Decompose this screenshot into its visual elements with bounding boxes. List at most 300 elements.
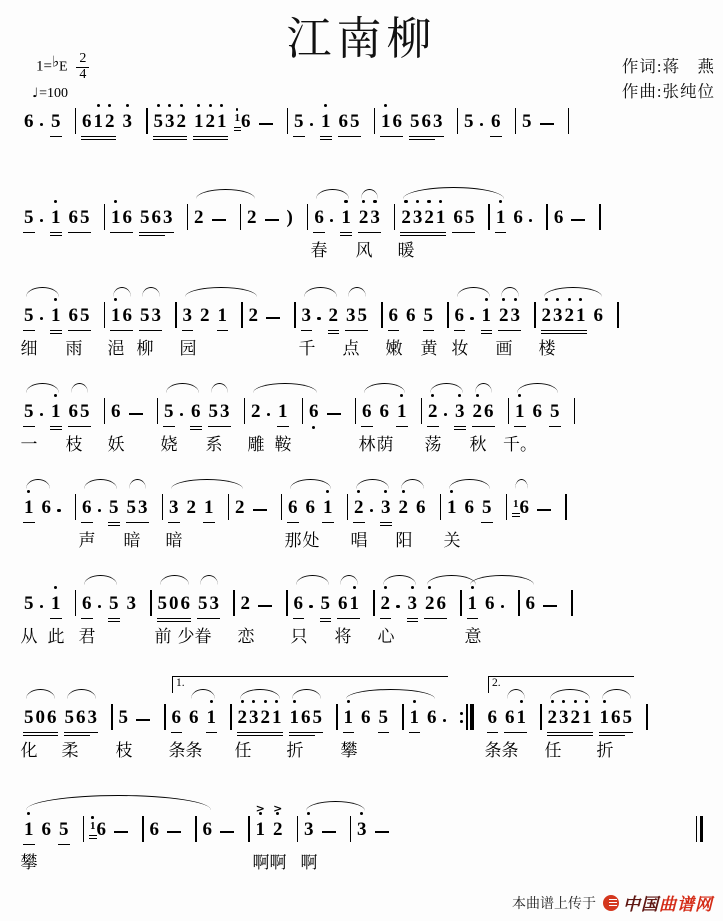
slur-arc	[129, 479, 146, 489]
dash-extension	[220, 831, 234, 842]
barline	[355, 398, 357, 424]
dash-extension	[537, 509, 551, 520]
note: 3	[165, 110, 175, 134]
lyric-syllable: 暗	[123, 531, 141, 550]
quarter-note-icon: ♩	[32, 86, 39, 101]
barline	[294, 302, 296, 328]
note: 6	[123, 206, 133, 230]
note: 1	[482, 304, 492, 328]
barline	[540, 704, 542, 730]
barline	[617, 302, 619, 328]
slur-arc	[501, 287, 519, 297]
note: 3	[126, 593, 136, 614]
note: 6	[338, 592, 348, 616]
lyric-syllable: 点	[342, 339, 360, 358]
lyric-syllable: 嫩	[385, 339, 403, 358]
music-system-4	[20, 394, 711, 454]
lyric-syllable: 啊	[300, 853, 318, 872]
barline	[347, 494, 349, 520]
note: 3	[553, 304, 563, 328]
note: 3	[220, 400, 230, 424]
lyric-syllable: 条	[168, 741, 186, 760]
music-system-7	[20, 677, 711, 760]
time-signature-numerator: 2	[76, 52, 89, 68]
note: 2	[399, 496, 409, 520]
slur-arc	[166, 383, 199, 393]
barline	[286, 590, 288, 616]
barline	[515, 108, 517, 134]
note: 1	[204, 496, 214, 520]
augmentation-dot	[42, 219, 44, 231]
barline	[146, 108, 148, 134]
slur-arc	[26, 795, 211, 810]
barline	[574, 398, 576, 424]
note: 1	[397, 400, 407, 424]
dash-extension	[322, 831, 336, 842]
note: 3	[357, 818, 367, 842]
barline	[150, 590, 152, 616]
augmentation-dot	[503, 605, 505, 617]
dash-extension	[212, 219, 226, 230]
phrase-paren: )	[286, 207, 293, 228]
lyric-syllable: 恋	[237, 627, 255, 646]
barline	[421, 398, 423, 424]
note: 6	[314, 206, 324, 230]
lyric-syllable: 柔	[61, 741, 79, 760]
note: 5	[109, 496, 119, 520]
note: 2	[428, 400, 438, 424]
note: 5	[158, 592, 168, 616]
slur-arc	[185, 287, 257, 297]
lyric-syllable: 化	[20, 741, 38, 760]
note: 1	[576, 304, 586, 328]
note: 2	[186, 497, 196, 518]
lyric-syllable: 一	[20, 435, 38, 454]
key-prefix: 1=	[36, 58, 52, 75]
composer-credit: 作曲:张纯位	[621, 82, 715, 101]
note: 6	[47, 706, 57, 730]
note: 1	[321, 110, 331, 134]
accent-mark: >	[273, 802, 283, 815]
barline	[75, 494, 77, 520]
barline	[402, 704, 404, 730]
barline	[599, 204, 601, 230]
note: 5	[482, 496, 492, 520]
lyric-syllable: 少	[177, 627, 195, 646]
slur-arc	[84, 479, 117, 489]
note: 5	[51, 110, 61, 134]
note: 1	[278, 400, 288, 424]
note: 1	[323, 496, 333, 520]
note: 3	[210, 592, 220, 616]
lyric-syllable: 攀	[20, 853, 38, 872]
slur-arc	[316, 189, 349, 199]
lyric-syllable: 黄	[420, 339, 438, 358]
note: 2	[425, 592, 435, 616]
augmentation-dot	[182, 413, 184, 425]
note: 6	[437, 592, 447, 616]
note: 6	[294, 592, 304, 616]
note: 2	[329, 304, 339, 328]
lyric-syllable: 阳	[395, 531, 413, 550]
slur-arc	[67, 689, 96, 699]
note: 6	[82, 592, 92, 616]
slur-arc	[340, 575, 358, 585]
note: 1	[341, 206, 351, 230]
barline	[447, 302, 449, 328]
time-signature-denominator: 4	[79, 66, 87, 82]
accent-mark: >	[255, 802, 265, 815]
note: 1	[600, 706, 610, 730]
dash-extension	[129, 413, 143, 424]
slur-arc	[401, 479, 424, 489]
note: 5	[80, 206, 90, 230]
note: 6	[305, 497, 315, 518]
lyric-syllable: 浥	[107, 339, 125, 358]
barline	[164, 704, 166, 730]
note: 1	[344, 706, 354, 730]
augmentation-dot	[398, 605, 400, 617]
repeat-barline	[454, 704, 480, 730]
slur-arc	[403, 187, 504, 199]
slur-arc	[26, 479, 50, 489]
note: 6	[427, 707, 437, 728]
slur-arc	[200, 575, 218, 585]
barline	[233, 590, 235, 616]
flat-icon: ♭	[51, 52, 60, 71]
music-system-6	[20, 586, 711, 646]
note: 1	[235, 112, 241, 125]
dash-extension	[543, 605, 557, 616]
note: 1	[24, 818, 34, 842]
note: 1	[381, 110, 391, 134]
barline	[374, 108, 376, 134]
lyric-syllable: 条	[501, 741, 519, 760]
lyric-syllable: 心	[377, 627, 395, 646]
lyric-syllable: 前	[154, 627, 172, 646]
augmentation-dot	[472, 317, 474, 329]
note: 5	[164, 400, 174, 424]
slur-arc	[26, 689, 55, 699]
note: 6	[416, 497, 426, 518]
music-system-5	[24, 490, 711, 550]
note: 3	[183, 304, 193, 328]
augmentation-dot	[59, 509, 61, 521]
note: 5	[154, 110, 164, 134]
note: 1	[51, 304, 61, 328]
slur-arc	[304, 287, 337, 297]
dash-extension	[167, 831, 181, 842]
note: 3	[138, 496, 148, 520]
barline	[518, 590, 520, 616]
note: 5	[350, 110, 360, 134]
note: 2	[542, 304, 552, 328]
note: 5	[294, 110, 304, 134]
lyric-syllable: 意	[464, 627, 482, 646]
barline	[297, 816, 299, 842]
note: 6	[69, 400, 79, 424]
note: 6	[455, 304, 465, 328]
lyric-syllable: 处	[302, 531, 320, 550]
barline	[157, 398, 159, 424]
lyric-syllable: 只	[290, 627, 308, 646]
note: 3	[455, 400, 465, 424]
barline	[244, 398, 246, 424]
note: 5	[464, 111, 474, 132]
slur-arc	[306, 801, 365, 811]
note: 6	[525, 593, 535, 614]
note: 6	[82, 110, 92, 134]
notation-row	[20, 394, 711, 454]
note: 1	[90, 820, 96, 833]
barline	[104, 398, 106, 424]
lyric-syllable: 枝	[65, 435, 83, 454]
note: 2	[251, 401, 261, 422]
note: 6	[309, 400, 319, 424]
lyric-syllable: 雕	[247, 435, 265, 454]
slur-arc	[475, 383, 492, 393]
augmentation-dot	[446, 413, 448, 425]
note: 2	[424, 206, 434, 230]
note: 6	[453, 206, 463, 230]
lyric-syllable: 荡	[424, 435, 442, 454]
lyric-syllable: 楼	[538, 339, 556, 358]
note: 3	[302, 304, 312, 328]
note: 3	[413, 206, 423, 230]
slur-arc	[211, 383, 228, 393]
barline	[75, 590, 77, 616]
barline	[248, 816, 250, 842]
slur-arc	[71, 383, 88, 393]
augmentation-dot	[312, 123, 314, 135]
barline	[302, 398, 304, 424]
note: 5	[209, 400, 219, 424]
lyric-syllable: 条	[484, 741, 502, 760]
lyric-syllable: 声	[78, 531, 96, 550]
note: 6	[41, 497, 51, 518]
note: 6	[488, 706, 498, 730]
note: 5	[424, 304, 434, 328]
note: 1	[111, 206, 121, 230]
lyric-syllable: 鞍	[274, 435, 292, 454]
upload-note: 本曲谱上传于	[512, 896, 596, 912]
slur-arc	[515, 479, 528, 489]
song-title: 江南柳	[286, 14, 437, 64]
barline	[162, 494, 164, 520]
note: 3	[346, 304, 356, 328]
barline	[230, 704, 232, 730]
note: 6	[172, 706, 182, 730]
barline	[104, 302, 106, 328]
augmentation-dot	[445, 719, 447, 731]
slur-arc	[253, 383, 317, 393]
note: 1 >	[255, 802, 265, 840]
augmentation-dot	[482, 123, 484, 135]
note: 2	[548, 706, 558, 730]
note: 5	[522, 111, 532, 132]
lyric-syllable: 君	[78, 627, 96, 646]
lyric-syllable: 秋	[469, 435, 487, 454]
note: 3	[559, 706, 569, 730]
note: 1	[207, 706, 217, 730]
lyric-syllable: 林	[358, 435, 376, 454]
note: 3	[249, 706, 259, 730]
slur-arc	[26, 383, 59, 393]
lyric-syllable: 攀	[340, 741, 358, 760]
notation-row	[20, 298, 711, 358]
barline	[457, 108, 459, 134]
augmentation-dot	[531, 219, 533, 231]
site-brand-rest: 曲谱网	[659, 895, 713, 914]
note: 6	[69, 206, 79, 230]
barline	[373, 590, 375, 616]
barline	[460, 590, 462, 616]
note: 1	[436, 206, 446, 230]
slur-arc	[142, 287, 160, 297]
note: 2	[240, 593, 250, 614]
slur-arc	[113, 287, 131, 297]
barline	[488, 204, 490, 230]
barline	[241, 302, 243, 328]
note: 3	[408, 592, 418, 616]
lyric-syllable: 娆	[160, 435, 178, 454]
augmentation-dot	[100, 509, 102, 521]
music-system-8	[20, 802, 711, 872]
note: 6	[393, 110, 403, 134]
note: 1	[468, 592, 478, 616]
lyric-syllable: 眷	[194, 627, 212, 646]
barline	[381, 302, 383, 328]
barline	[508, 398, 510, 424]
music-system-2	[24, 200, 711, 260]
barline	[571, 590, 573, 616]
note: 6	[389, 304, 399, 328]
notation-row	[24, 200, 711, 260]
note: 1	[51, 400, 61, 424]
barline	[568, 108, 570, 134]
barline	[142, 816, 144, 842]
lyric-syllable: 枝	[115, 741, 133, 760]
barline	[350, 816, 352, 842]
augmentation-dot	[311, 605, 313, 617]
barline	[111, 704, 113, 730]
barline	[307, 204, 309, 230]
slur-arc	[383, 575, 416, 585]
note: 5	[550, 400, 560, 424]
lyric-syllable: 暗	[165, 531, 183, 550]
augmentation-dot	[269, 413, 271, 425]
tempo-value: =100	[39, 86, 69, 101]
note: 1	[272, 706, 282, 730]
note: 5	[24, 400, 34, 424]
dash-extension	[571, 219, 585, 230]
note: 6	[241, 111, 251, 132]
slur-arc	[356, 479, 389, 489]
note: 6	[96, 819, 106, 840]
barline	[565, 494, 567, 520]
lyric-syllable: 荫	[376, 435, 394, 454]
slur-arc	[171, 479, 243, 489]
slur-arc	[430, 383, 463, 393]
note: 2	[359, 206, 369, 230]
augmentation-dot	[42, 123, 44, 135]
note: 1	[517, 706, 527, 730]
dash-extension	[259, 123, 273, 134]
barline	[506, 494, 508, 520]
note: 2	[473, 400, 483, 424]
notation-row	[20, 586, 711, 646]
note: 6	[181, 592, 191, 616]
note: 3	[152, 304, 162, 328]
note: 1	[218, 304, 228, 328]
slur-arc	[364, 383, 405, 393]
note: 6	[82, 496, 92, 520]
slur-arc	[348, 287, 366, 297]
lyric-syllable: 此	[47, 627, 65, 646]
lyric-syllable: 任	[544, 741, 562, 760]
note: 5	[410, 110, 420, 134]
note: 6	[532, 401, 542, 422]
note: 6	[513, 207, 523, 228]
lyric-syllable: 妖	[107, 435, 125, 454]
slur-arc	[470, 575, 534, 585]
key-letter: E	[59, 59, 68, 75]
note: 2 >	[273, 802, 283, 840]
lyric-syllable: 唱	[350, 531, 368, 550]
note: 6	[149, 819, 159, 840]
slur-arc	[160, 575, 189, 585]
note: 6	[288, 496, 298, 520]
note: 6	[611, 706, 621, 730]
note: 6	[519, 497, 529, 518]
barline	[281, 494, 283, 520]
note: 2	[354, 496, 364, 520]
note: 2	[177, 110, 187, 134]
barline	[440, 494, 442, 520]
barline	[187, 204, 189, 230]
dash-extension	[258, 605, 272, 616]
note: 2	[235, 497, 245, 518]
note: 1	[194, 110, 204, 134]
barline	[175, 302, 177, 328]
notation-row	[24, 104, 711, 134]
augmentation-dot	[42, 605, 44, 617]
dash-extension	[114, 831, 128, 842]
lyric-syllable: 千。	[503, 435, 537, 454]
augmentation-dot	[42, 413, 44, 425]
barline	[195, 816, 197, 842]
note: 1	[496, 206, 506, 230]
barline	[546, 204, 548, 230]
augmentation-dot	[332, 219, 334, 231]
barline	[83, 816, 85, 842]
note: 1	[350, 592, 360, 616]
note: 6	[123, 304, 133, 328]
lyric-syllable: 那	[284, 531, 302, 550]
dash-extension	[327, 413, 341, 424]
note: 5	[109, 592, 119, 616]
note: 2	[200, 305, 210, 326]
slur-arc	[427, 575, 476, 585]
augmentation-dot	[100, 605, 102, 617]
note: 6	[406, 305, 416, 326]
note: 6	[422, 110, 432, 134]
lyric-syllable: 暖	[397, 241, 415, 260]
slur-arc	[196, 189, 255, 199]
note: 5	[127, 496, 137, 520]
lyric-syllable: 春	[310, 241, 328, 260]
lyric-syllable: 柳	[136, 339, 154, 358]
